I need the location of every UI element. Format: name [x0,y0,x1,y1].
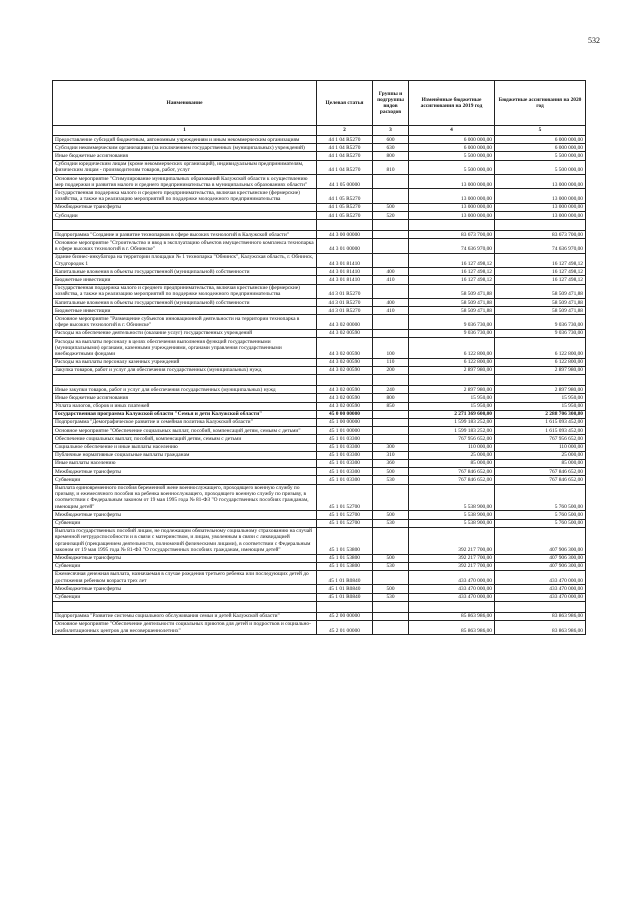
amount-2020-cell: 58 509 471,88 [495,284,586,298]
name-cell: Межбюджетные трансферты [53,468,317,476]
amount-2019-cell: 16 127 498,12 [409,268,495,276]
amount-2019-cell: 767 956 652,00 [409,435,495,443]
target-article-cell: 45 1 01 53800 [317,527,373,554]
amount-2019-cell: 1 599 183 252,00 [409,418,495,426]
name-cell: Подпрограмма "Развитие системы социального обслуживания семьи и детей Калужской области" [53,612,317,620]
column-number-row [53,126,586,136]
empty-cell [53,220,317,231]
expense-group-cell [373,410,409,418]
amount-2020-cell: 58 509 471,88 [495,299,586,307]
table-row [53,386,586,394]
expense-group-cell: 500 [373,468,409,476]
amount-2020-cell: 85 000,00 [495,459,586,467]
table-row [53,144,586,152]
amount-2020-cell: 6 000 000,00 [495,144,586,152]
table-row [53,427,586,435]
target-article-cell: 44 3 00 00000 [317,231,373,239]
amount-2020-cell: 2 897 980,00 [495,386,586,394]
table-row [53,329,586,337]
expense-group-cell: 400 [373,268,409,276]
name-cell: Бюджетные инвестиции [53,307,317,315]
table-row [53,358,586,366]
table-row [53,394,586,402]
amount-2019-cell: 9 036 730,00 [409,329,495,337]
amount-2020-cell: 433 470 000,00 [495,593,586,601]
empty-cell [373,220,409,231]
name-cell: Подпрограмма "Демографическое развитие и семейная политика Калужской области" [53,418,317,426]
expense-group-cell [373,620,409,634]
amount-2019-cell: 2 897 980,00 [409,386,495,394]
expense-group-cell: 360 [373,459,409,467]
name-cell: Субвенции [53,519,317,527]
name-cell: Иные бюджетные ассигнования [53,394,317,402]
amount-2020-cell: 15 950,00 [495,394,586,402]
amount-2020-cell: 5 760 500,00 [495,484,586,511]
target-article-cell: 45 2 00 00000 [317,612,373,620]
empty-cell [409,601,495,612]
expense-group-cell: 100 [373,338,409,359]
target-article-cell: 44 3 02 00590 [317,329,373,337]
amount-2019-cell: 5 500 000,00 [409,152,495,160]
name-cell: Иные закупки товаров, работ и услуг для обеспечения государственных (муниципальных) нужд [53,386,317,394]
empty-cell [317,601,373,612]
name-cell: Межбюджетные трансферты [53,585,317,593]
target-article-cell: 45 1 01 R0840 [317,570,373,584]
amount-2020-cell: 13 000 000,00 [495,189,586,203]
target-article-cell: 44 3 02 00590 [317,394,373,402]
amount-2019-cell: 392 217 700,00 [409,527,495,554]
expense-group-cell: 500 [373,554,409,562]
amount-2020-cell: 16 127 498,12 [495,268,586,276]
amount-2020-cell: 83 863 986,00 [495,612,586,620]
target-article-cell: 44 3 02 00590 [317,358,373,366]
amount-2020-cell: 58 509 471,88 [495,307,586,315]
target-article-cell: 44 3 02 00590 [317,338,373,359]
amount-2019-cell: 1 599 183 252,00 [409,427,495,435]
table-row [53,527,586,554]
name-cell: Субсидии [53,212,317,220]
target-article-cell: 45 1 01 03300 [317,451,373,459]
table-body [53,136,586,635]
empty-cell [373,375,409,386]
name-cell: Капитальные вложения в объекты государственной (муниципальной) собственности [53,299,317,307]
name-cell: Основное мероприятие "Размещение субъектов инновационной деятельности на территории технопарка в сфере высоких технологий в г. Обнинске" [53,315,317,329]
target-article-cell: 44 3 01 R5270 [317,284,373,298]
amount-2020-cell: 2 288 706 300,80 [495,410,586,418]
target-article-cell: 44 3 01 R5270 [317,299,373,307]
table-row [53,459,586,467]
table-row [53,299,586,307]
name-cell: Основное мероприятие "Строительство и ввод в эксплуатацию объектов имущественного комплекса технопарка в сфере высоких технологий в г. Обнинске" [53,239,317,253]
name-cell: Межбюджетные трансферты [53,203,317,211]
amount-2019-cell: 15 950,00 [409,402,495,410]
target-article-cell: 44 3 01 R5270 [317,307,373,315]
column-number: 3 [373,126,409,136]
name-cell: Государственная поддержка малого и среднего предпринимательства, включая крестьянские (фермерские) хозяйства, а также на реализацию мероприятий по поддержке молодежного предпринимательства [53,189,317,203]
name-cell: Подпрограмма "Создание и развитие технопарков в сфере высоких технологий в Калужской области" [53,231,317,239]
amount-2020-cell: 433 470 000,00 [495,570,586,584]
amount-2020-cell: 25 000,00 [495,451,586,459]
amount-2019-cell: 85 863 986,00 [409,620,495,634]
name-cell: Выплата государственных пособий лицам, не подлежащим обязательному социальному страхованию на случай временной нетрудоспособности и в связи с материнством, и лицам, уволенным в связи с ликвидацией организаций (прекращением деятельности, полномочий физическими лицами), в соответствии с Федеральным законом от 19 мая 1995 года № 81-ФЗ "О государственных пособиях гражданам, имеющим детей" [53,527,317,554]
target-article-cell: 45 1 00 00000 [317,418,373,426]
expense-group-cell [373,253,409,267]
name-cell: Обеспечение социальных выплат, пособий, компенсаций детям, семьям с детьми [53,435,317,443]
empty-cell [409,375,495,386]
expense-group-cell: 800 [373,152,409,160]
amount-2020-cell: 74 636 970,00 [495,239,586,253]
amount-2020-cell: 407 906 300,00 [495,554,586,562]
expense-group-cell: 310 [373,451,409,459]
amount-2019-cell: 13 000 000,00 [409,203,495,211]
amount-2019-cell: 58 509 471,88 [409,284,495,298]
target-article-cell: 45 1 01 52700 [317,484,373,511]
amount-2019-cell: 25 000,00 [409,451,495,459]
name-cell: Субсидии юридическим лицам (кроме некоммерческих организаций), индивидуальным предпринимателям, физическим лицам - производителям товаров, работ, услуг [53,160,317,174]
expense-group-cell: 530 [373,519,409,527]
target-article-cell: 45 1 01 53800 [317,562,373,570]
amount-2020-cell: 16 127 498,12 [495,276,586,284]
name-cell: Социальное обеспечение и иные выплаты населению [53,443,317,451]
expense-group-cell: 530 [373,593,409,601]
amount-2019-cell: 13 000 000,00 [409,189,495,203]
table-row [53,276,586,284]
header-expense-groups: Группы и подгруппы видов расходов [373,81,409,126]
amount-2019-cell: 6 122 800,00 [409,338,495,359]
amount-2020-cell: 15 950,00 [495,402,586,410]
amount-2020-cell: 13 000 000,00 [495,175,586,189]
amount-2019-cell: 58 509 471,88 [409,307,495,315]
name-cell: Межбюджетные трансферты [53,511,317,519]
empty-cell [317,220,373,231]
expense-group-cell: 200 [373,366,409,374]
table-row [53,612,586,620]
expense-group-cell: 810 [373,160,409,174]
amount-2019-cell: 110 000,00 [409,443,495,451]
name-cell: Ежемесячная денежная выплата, назначаемая в случае рождения третьего ребенка или последующих детей до достижения ребенком возраста трех лет [53,570,317,584]
column-number: 2 [317,126,373,136]
table-row [53,203,586,211]
name-cell: Иные бюджетные ассигнования [53,152,317,160]
expense-group-cell [373,418,409,426]
expense-group-cell: 110 [373,358,409,366]
empty-cell [373,601,409,612]
target-article-cell: 44 3 02 00590 [317,386,373,394]
name-cell: Субвенции [53,593,317,601]
amount-2020-cell: 9 036 730,00 [495,329,586,337]
table-row [53,519,586,527]
expense-group-cell: 500 [373,511,409,519]
name-cell: Капитальные вложения в объекты государственной (муниципальной) собственности [53,268,317,276]
table-row [53,451,586,459]
name-cell: Выплата единовременного пособия беременной жене военнослужащего, проходящего военную службу по призыву, и ежемесячного пособия на ребенка военнослужащего, проходящего военную службу по призыву, в соответствии с Федеральным законом от 19 мая 1995 года № 81-ФЗ "О государственных пособиях гражданам, имеющим детей" [53,484,317,511]
target-article-cell: 44 1 04 R5270 [317,144,373,152]
target-article-cell: 44 3 01 81410 [317,276,373,284]
name-cell: Основное мероприятие "Обеспечение деятельности социальных приютов для детей и подростков и социально-реабилитационных центров для несовершеннолетних" [53,620,317,634]
name-cell: Расходы на выплаты персоналу в целях обеспечения выполнения функций государственными (муниципальными) органами, казенными учреждениями, органами управления государственными внебюджетными фондами [53,338,317,359]
name-cell: Предоставление субсидий бюджетным, автономным учреждениям и иным некоммерческим организациям [53,136,317,144]
amount-2019-cell: 13 000 000,00 [409,175,495,189]
target-article-cell: 45 1 01 00000 [317,427,373,435]
target-article-cell: 45 1 01 52700 [317,519,373,527]
target-article-cell: 45 1 01 03300 [317,459,373,467]
expense-group-cell [373,427,409,435]
expense-group-cell: 530 [373,562,409,570]
target-article-cell: 44 1 05 R5270 [317,212,373,220]
expense-group-cell: 400 [373,299,409,307]
column-number: 4 [409,126,495,136]
amount-2020-cell: 2 897 980,00 [495,366,586,374]
table-row [53,315,586,329]
empty-cell [409,220,495,231]
amount-2020-cell: 1 615 093 452,00 [495,427,586,435]
spacer-row [53,601,586,612]
empty-cell [495,601,586,612]
expense-group-cell: 600 [373,136,409,144]
amount-2019-cell: 6 122 800,00 [409,358,495,366]
target-article-cell: 45 2 01 00000 [317,620,373,634]
amount-2020-cell: 6 122 800,00 [495,358,586,366]
name-cell: Государственная программа Калужской области "Семья и дети Калужской области" [53,410,317,418]
amount-2019-cell: 5 538 900,00 [409,511,495,519]
amount-2020-cell: 5 500 000,00 [495,152,586,160]
name-cell: Расходы на выплаты персоналу казенных учреждений [53,358,317,366]
target-article-cell: 44 1 05 R5270 [317,203,373,211]
column-number: 1 [53,126,317,136]
header-target-article: Целевая статья [317,81,373,126]
table-row [53,585,586,593]
name-cell: Основное мероприятие "Стимулирование муниципальных образований Калужской области к осуществлению мер поддержки и развития малого и среднего предпринимательства в муниципальных образованиях области" [53,175,317,189]
name-cell: Публичные нормативные социальные выплаты гражданам [53,451,317,459]
name-cell: Субвенции [53,476,317,484]
header-budget-2020: Бюджетные ассигнования на 2020 год [495,81,586,126]
amount-2020-cell: 1 615 093 452,00 [495,418,586,426]
table-row [53,410,586,418]
expense-group-cell: 500 [373,585,409,593]
table-header-row [53,81,586,126]
table-row [53,468,586,476]
expense-group-cell [373,175,409,189]
name-cell: Бюджетные инвестиции [53,276,317,284]
empty-cell [53,601,317,612]
table-row [53,253,586,267]
amount-2019-cell: 392 217 700,00 [409,554,495,562]
empty-cell [495,375,586,386]
amount-2020-cell: 83 673 700,00 [495,231,586,239]
column-number: 5 [495,126,586,136]
amount-2019-cell: 85 000,00 [409,459,495,467]
table-row [53,338,586,359]
amount-2020-cell: 5 760 500,00 [495,511,586,519]
name-cell: Межбюджетные трансферты [53,554,317,562]
target-article-cell: 45 1 01 03300 [317,468,373,476]
amount-2019-cell: 13 000 000,00 [409,212,495,220]
table-row [53,554,586,562]
empty-cell [53,375,317,386]
target-article-cell: 44 1 05 R5270 [317,189,373,203]
amount-2020-cell: 767 956 652,00 [495,435,586,443]
amount-2019-cell: 767 846 652,00 [409,468,495,476]
expense-group-cell [373,315,409,329]
expense-group-cell [373,284,409,298]
target-article-cell: 45 1 01 53800 [317,554,373,562]
table-row [53,189,586,203]
amount-2019-cell: 85 863 986,00 [409,612,495,620]
table-row [53,435,586,443]
target-article-cell: 44 3 01 00000 [317,239,373,253]
expense-group-cell [373,612,409,620]
amount-2020-cell: 5 760 500,00 [495,519,586,527]
amount-2019-cell: 16 127 498,12 [409,253,495,267]
amount-2019-cell: 16 127 498,12 [409,276,495,284]
table-row [53,511,586,519]
amount-2020-cell: 16 127 498,12 [495,253,586,267]
amount-2019-cell: 433 470 000,00 [409,570,495,584]
table-row [53,476,586,484]
amount-2020-cell: 5 500 000,00 [495,160,586,174]
target-article-cell: 45 1 01 R0840 [317,585,373,593]
expense-group-cell: 410 [373,276,409,284]
target-article-cell: 45 1 01 R0840 [317,593,373,601]
expense-group-cell [373,570,409,584]
amount-2019-cell: 767 846 652,00 [409,476,495,484]
target-article-cell: 44 3 02 00590 [317,402,373,410]
expense-group-cell: 850 [373,402,409,410]
expense-group-cell [373,189,409,203]
table-row [53,418,586,426]
amount-2020-cell: 407 906 300,00 [495,562,586,570]
amount-2019-cell: 74 636 970,00 [409,239,495,253]
table-row [53,593,586,601]
name-cell: Уплата налогов, сборов и иных платежей [53,402,317,410]
table-row [53,160,586,174]
name-cell: Основное мероприятие "Обеспечение социальных выплат, пособий, компенсаций детям, семьям с детьми" [53,427,317,435]
expense-group-cell [373,527,409,554]
target-article-cell: 44 1 05 00000 [317,175,373,189]
amount-2019-cell: 58 509 471,88 [409,299,495,307]
table-row [53,402,586,410]
target-article-cell: 45 0 00 00000 [317,410,373,418]
table-row [53,284,586,298]
expense-group-cell [373,435,409,443]
name-cell: Здание бизнес-инкубатора на территории площадки № 1 технопарка "Обнинск", Калужская область, г. Обнинск, Студгородок 1 [53,253,317,267]
amount-2019-cell: 392 217 700,00 [409,562,495,570]
target-article-cell: 45 1 01 03300 [317,435,373,443]
name-cell: Субсидии некоммерческим организациям (за исключением государственных (муниципальных) учреждений) [53,144,317,152]
name-cell: Субвенции [53,562,317,570]
amount-2020-cell: 433 470 000,00 [495,585,586,593]
table-row [53,175,586,189]
table-row [53,239,586,253]
table-row [53,366,586,374]
amount-2020-cell: 767 846 652,00 [495,468,586,476]
target-article-cell: 44 3 02 00000 [317,315,373,329]
amount-2019-cell: 9 036 730,00 [409,315,495,329]
amount-2019-cell: 6 000 000,00 [409,136,495,144]
target-article-cell: 44 1 04 R5270 [317,160,373,174]
table-row [53,268,586,276]
budget-table [52,80,586,635]
table-row [53,152,586,160]
expense-group-cell: 630 [373,144,409,152]
target-article-cell: 44 1 04 R5270 [317,136,373,144]
amount-2020-cell: 407 906 300,00 [495,527,586,554]
amount-2019-cell: 6 000 000,00 [409,144,495,152]
table-row [53,136,586,144]
amount-2020-cell: 13 000 000,00 [495,203,586,211]
expense-group-cell: 300 [373,443,409,451]
target-article-cell: 45 1 01 03300 [317,476,373,484]
name-cell: Закупка товаров, работ и услуг для обеспечения государственных (муниципальных) нужд [53,366,317,374]
target-article-cell: 44 3 01 81410 [317,253,373,267]
expense-group-cell: 800 [373,394,409,402]
amount-2020-cell: 9 036 730,00 [495,315,586,329]
header-name: Наименование [53,81,317,126]
empty-cell [317,375,373,386]
name-cell: Расходы на обеспечение деятельности (оказание услуг) государственных учреждений [53,329,317,337]
target-article-cell: 44 3 02 00590 [317,366,373,374]
amount-2019-cell: 2 897 980,00 [409,366,495,374]
amount-2020-cell: 6 122 800,00 [495,338,586,359]
table-row [53,484,586,511]
page-number: 532 [588,36,600,45]
amount-2019-cell: 83 673 700,00 [409,231,495,239]
amount-2019-cell: 15 950,00 [409,394,495,402]
amount-2019-cell: 5 500 000,00 [409,160,495,174]
name-cell: Иные выплаты населению [53,459,317,467]
table-row [53,231,586,239]
expense-group-cell [373,484,409,511]
amount-2019-cell: 2 271 369 600,00 [409,410,495,418]
amount-2019-cell: 433 470 000,00 [409,585,495,593]
expense-group-cell: 240 [373,386,409,394]
amount-2019-cell: 433 470 000,00 [409,593,495,601]
amount-2019-cell: 5 538 900,00 [409,519,495,527]
amount-2020-cell: 767 846 652,00 [495,476,586,484]
table-row [53,212,586,220]
spacer-row [53,375,586,386]
expense-group-cell: 520 [373,212,409,220]
amount-2019-cell: 5 538 900,00 [409,484,495,511]
table-row [53,307,586,315]
empty-cell [495,220,586,231]
table-row [53,443,586,451]
expense-group-cell [373,231,409,239]
target-article-cell: 44 1 04 R5270 [317,152,373,160]
amount-2020-cell: 6 000 000,00 [495,136,586,144]
expense-group-cell: 530 [373,476,409,484]
expense-group-cell: 410 [373,307,409,315]
name-cell: Государственная поддержка малого и среднего предпринимательства, включая крестьянские (фермерские) хозяйства, а также на реализацию мероприятий по поддержке молодежного предпринимательства [53,284,317,298]
amount-2020-cell: 13 000 000,00 [495,212,586,220]
amount-2020-cell: 110 000,00 [495,443,586,451]
target-article-cell: 45 1 01 52700 [317,511,373,519]
amount-2020-cell: 83 863 986,00 [495,620,586,634]
header-changed-2019: Изменённые бюджетные ассигнования на 2019 год [409,81,495,126]
expense-group-cell [373,239,409,253]
table-row [53,562,586,570]
table-row [53,620,586,634]
spacer-row [53,220,586,231]
expense-group-cell: 500 [373,203,409,211]
target-article-cell: 44 3 01 81410 [317,268,373,276]
target-article-cell: 45 1 01 03300 [317,443,373,451]
table-row [53,570,586,584]
expense-group-cell [373,329,409,337]
